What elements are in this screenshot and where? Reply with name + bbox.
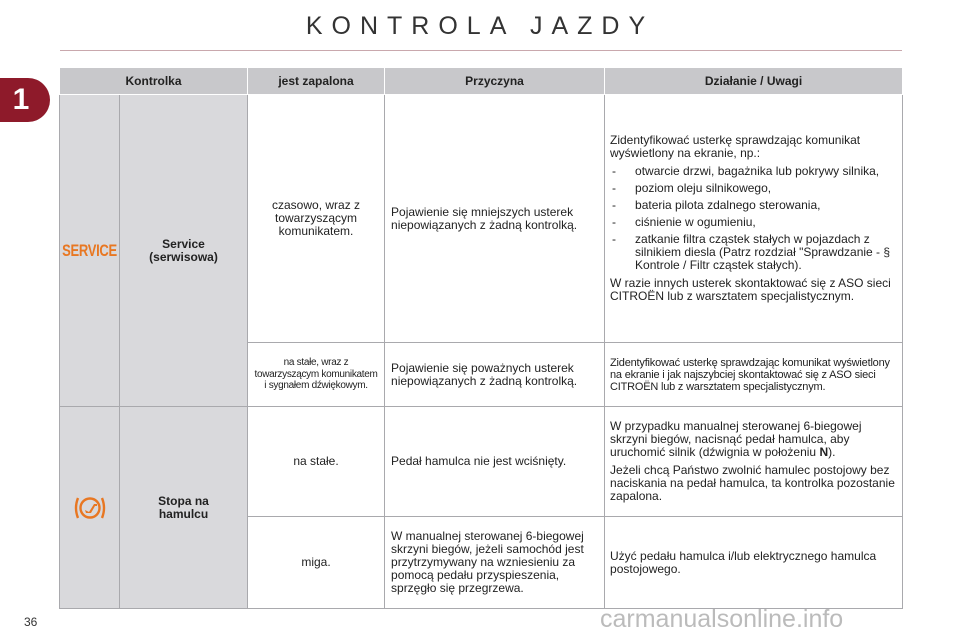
list-item: - poziom oleju silnikowego, bbox=[610, 182, 896, 195]
gear-position-n: N bbox=[819, 445, 829, 459]
brake-cause-2: W manualnej sterowanej 6-biegowej skrzyni biegów, jeżeli samochód jest przytrzymywany na wzniesieniu za pomocą pedału przyspieszenia, sprzęgło się przegrzewa. bbox=[385, 517, 605, 609]
service-cause-2: Pojawienie się poważnych usterek niepowiązanych z żadną kontrolką. bbox=[385, 343, 605, 407]
service-name-line1: Service bbox=[162, 236, 205, 251]
service-when-2: na stałe, wraz z towarzyszącym komunikatem i sygnałem dźwiękowym. bbox=[248, 343, 385, 407]
service-action-2: Zidentyfikować usterkę sprawdzając komunikat wyświetlony na ekranie i jak najszybciej skontaktować się z ASO sieci CITROËN lub z warsztatem specjalistycznym. bbox=[605, 343, 903, 407]
service-name-line2: (serwisowa) bbox=[149, 249, 218, 264]
brake-action-p2: Jeżeli chcą Państwo zwolnić hamulec postojowy bez naciskania na pedał hamulca, ta kontrolka pozostanie zapalona. bbox=[610, 463, 895, 503]
header-dzialanie: Działanie / Uwagi bbox=[605, 68, 903, 95]
watermark: carmanualsonline.info bbox=[600, 605, 844, 633]
brake-when-1: na stałe. bbox=[248, 407, 385, 517]
service-action-intro: Zidentyfikować usterkę sprawdzając komunikat wyświetlony na ekranie, np.: bbox=[610, 133, 861, 160]
service-name-cell bbox=[120, 95, 248, 407]
table-header-row bbox=[60, 68, 903, 95]
service-action-list bbox=[610, 165, 896, 272]
chapter-tab: 1 bbox=[0, 78, 50, 122]
brake-name-line1: Stopa na bbox=[158, 493, 209, 508]
service-icon: SERVICE bbox=[62, 241, 117, 260]
header-przyczyna: Przyczyna bbox=[385, 68, 605, 95]
service-indicator-cell bbox=[60, 95, 120, 407]
brake-when-2: miga. bbox=[248, 517, 385, 609]
header-kontrolka: Kontrolka bbox=[60, 68, 248, 95]
brake-action-2: Użyć pedału hamulca i/lub elektrycznego hamulca postojowego. bbox=[605, 517, 903, 609]
service-action-1 bbox=[605, 95, 903, 343]
service-cause-1: Pojawienie się mniejszych usterek niepowiązanych z żadną kontrolką. bbox=[385, 95, 605, 343]
service-when-1: czasowo, wraz z towarzyszącym komunikatem. bbox=[248, 95, 385, 343]
brake-name-line2: hamulcu bbox=[158, 506, 209, 521]
warning-lights-table bbox=[59, 67, 903, 609]
service-action-outro: W razie innych usterek skontaktować się z ASO sieci CITROËN lub z warsztatem specjalistycznym. bbox=[610, 276, 891, 303]
brake-pedal-icon bbox=[60, 493, 119, 523]
list-item: - zatkanie filtra cząstek stałych w pojazdach z silnikiem diesla (Patrz rozdział "Sprawdzanie - § Kontrole / Filtr cząstek stałych). bbox=[610, 233, 896, 272]
brake-action-1 bbox=[605, 407, 903, 517]
page-title: KONTROLA JAZDY bbox=[305, 12, 655, 40]
brake-action-p1: W przypadku manualnej sterowanej 6-biegowej skrzyni biegów, nacisnąć pedał hamulca, aby uruchomić silnik (dźwignia w położeniu N). bbox=[610, 419, 862, 459]
page-number: 36 bbox=[24, 615, 38, 629]
table-row bbox=[60, 95, 903, 343]
brake-name-cell bbox=[120, 407, 248, 609]
list-item: - bateria pilota zdalnego sterowania, bbox=[610, 199, 896, 212]
title-divider bbox=[60, 50, 902, 51]
table-row bbox=[60, 407, 903, 517]
list-item: - ciśnienie w ogumieniu, bbox=[610, 216, 896, 229]
list-item: - otwarcie drzwi, bagażnika lub pokrywy silnika, bbox=[610, 165, 896, 178]
header-jest-zapalona: jest zapalona bbox=[248, 68, 385, 95]
brake-indicator-cell bbox=[60, 407, 120, 609]
brake-cause-1: Pedał hamulca nie jest wciśnięty. bbox=[385, 407, 605, 517]
